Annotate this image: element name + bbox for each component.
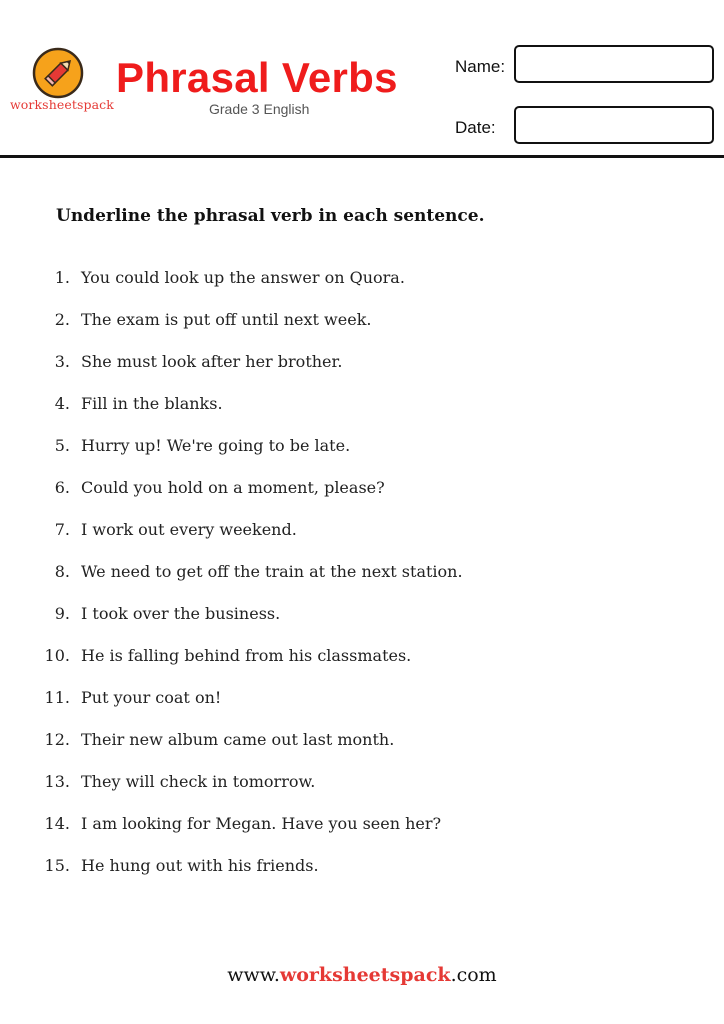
question-number: 8.	[54, 562, 70, 581]
name-field[interactable]	[514, 45, 714, 83]
question-text: Their new album came out last month.	[81, 730, 395, 749]
question-number: 6.	[54, 478, 70, 497]
question-number: 2.	[54, 310, 70, 329]
date-label: Date:	[455, 118, 496, 137]
question-number: 14.	[44, 814, 70, 833]
question-number: 13.	[44, 772, 70, 791]
question-text: The exam is put off until next week.	[81, 310, 372, 329]
question-text: He is falling behind from his classmates.	[81, 646, 412, 665]
question-item	[0, 766, 724, 808]
question-number: 15.	[44, 856, 70, 875]
question-text: I work out every weekend.	[81, 520, 297, 539]
question-item	[0, 640, 724, 682]
question-number: 5.	[54, 436, 70, 455]
question-text: Could you hold on a moment, please?	[81, 478, 385, 497]
date-field[interactable]	[514, 106, 714, 144]
question-text: He hung out with his friends.	[81, 856, 319, 875]
question-item	[0, 598, 724, 640]
brand-name: worksheetspack	[10, 97, 114, 112]
question-item	[0, 808, 724, 850]
question-text: Fill in the blanks.	[81, 394, 223, 413]
footer-url-suffix: .com	[450, 964, 497, 986]
question-item	[0, 472, 724, 514]
question-text: I took over the business.	[81, 604, 281, 623]
question-item	[0, 304, 724, 346]
question-item	[0, 388, 724, 430]
question-number: 3.	[54, 352, 70, 371]
question-text: Hurry up! We're going to be late.	[81, 436, 351, 455]
footer-url[interactable]	[0, 964, 724, 986]
question-text: She must look after her brother.	[81, 352, 343, 371]
name-label: Name:	[455, 57, 506, 76]
worksheet-title: Phrasal Verbs	[116, 54, 398, 101]
question-text: We need to get off the train at the next station.	[81, 562, 463, 581]
question-item	[0, 346, 724, 388]
question-text: I am looking for Megan. Have you seen her?	[81, 814, 442, 833]
question-text: You could look up the answer on Quora.	[81, 268, 405, 287]
question-item	[0, 682, 724, 724]
question-item	[0, 262, 724, 304]
question-text: Put your coat on!	[81, 688, 222, 707]
question-number: 12.	[44, 730, 70, 749]
question-text: They will check in tomorrow.	[81, 772, 316, 791]
question-item	[0, 430, 724, 472]
question-item	[0, 724, 724, 766]
question-item	[0, 556, 724, 598]
header-divider	[0, 155, 724, 158]
question-number: 11.	[44, 688, 70, 707]
footer-url-site: worksheetspack	[279, 964, 451, 986]
question-item	[0, 850, 724, 892]
question-number: 10.	[44, 646, 70, 665]
footer-url-prefix: www.	[227, 964, 280, 986]
question-item	[0, 514, 724, 556]
question-list	[0, 262, 724, 892]
instructions: Underline the phrasal verb in each sentence.	[56, 206, 485, 226]
pencil-logo-icon	[32, 47, 84, 99]
question-number: 4.	[54, 394, 70, 413]
worksheet-subtitle: Grade 3 English	[209, 101, 310, 117]
question-number: 7.	[54, 520, 70, 539]
question-number: 9.	[54, 604, 70, 623]
question-number: 1.	[54, 268, 70, 287]
